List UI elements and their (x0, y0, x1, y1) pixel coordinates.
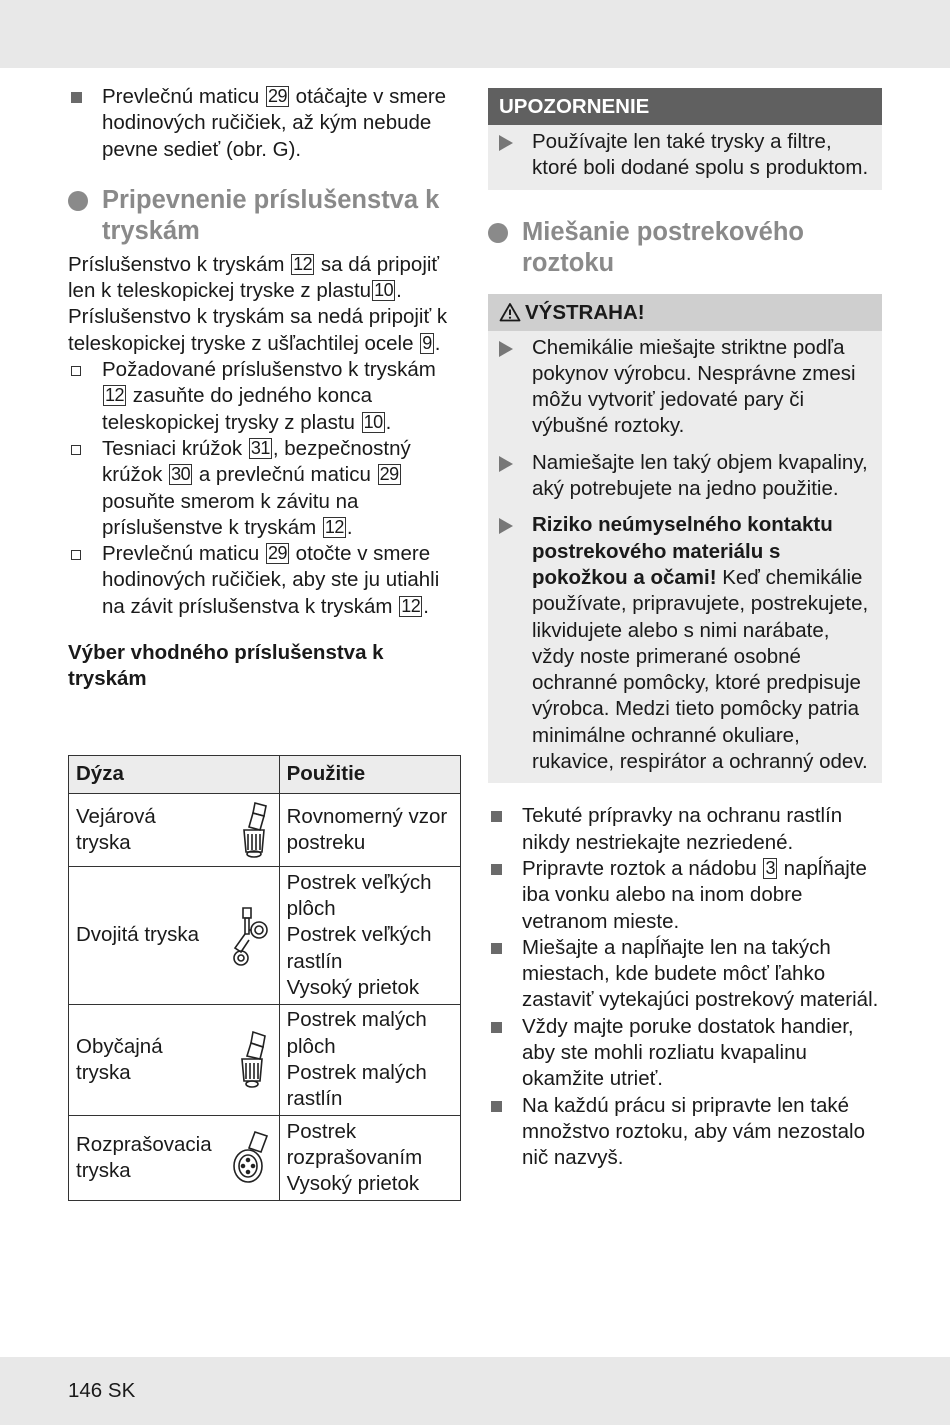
warning-header (488, 294, 882, 331)
bullet-dot-icon (488, 223, 508, 243)
part-ref: 12 (324, 516, 344, 537)
part-ref: 10 (363, 411, 383, 432)
step-item: Tesniaci krúžok 31 , bezpečnostný krúžok 30 a prevlečnú maticu 29 posuňte smerom k závitu na príslušenstve k tryskám 12 . (68, 436, 463, 541)
part-ref: 10 (374, 280, 394, 301)
column-header: Dýza (69, 756, 280, 794)
section-heading-attachment: Pripevnenie príslušenstva k tryskám (68, 185, 463, 247)
table-title: Výber vhodného príslušenstva k tryskám (68, 641, 384, 691)
usage-cell: Rovnomerný vzor postreku (279, 794, 460, 867)
part-ref: 29 (267, 86, 287, 106)
warning-triangle-icon (499, 302, 521, 322)
triangle-bullet-icon (499, 135, 513, 151)
square-bullet-icon (491, 864, 502, 875)
nozzle-cell: Rozprašovacia tryska (69, 1116, 280, 1201)
usage-cell: Postrek rozprašovaním Vysoký prietok (279, 1116, 460, 1201)
square-bullet-icon (491, 1022, 502, 1033)
nozzle-cell: Dvojitá tryska (69, 867, 280, 1005)
nozzle-cell: Vejárová tryska (69, 794, 280, 867)
list-item: Tekuté prípravky na ochranu rastlín nikdy nestriekajte nezriedené. (488, 803, 882, 856)
checkbox-bullet-icon (71, 550, 81, 560)
warning-body (488, 331, 882, 784)
part-ref: 3 (765, 857, 775, 878)
nozzle-table (68, 755, 461, 1201)
left-column (68, 84, 463, 693)
table-row (69, 794, 461, 867)
part-ref: 12 (293, 253, 313, 274)
part-ref: 29 (267, 543, 287, 564)
nozzle-cell: Obyčajná tryska (69, 1005, 280, 1116)
note-title: UPOZORNENIE (488, 88, 882, 125)
warning-item: Chemikálie miešajte striktne podľa pokynov výrobcu. Nesprávne zmesi môžu vytvoriť jedovaté pary či výbušné roztoky. (499, 335, 874, 440)
footer-band (0, 1357, 950, 1425)
double-nozzle-icon (231, 904, 271, 968)
table-row (69, 1116, 461, 1201)
warning-title: VÝSTRAHA! (525, 300, 645, 324)
checkbox-bullet-icon (71, 366, 81, 376)
usage-cell: Postrek malých plôch Postrek malých rastlín (279, 1005, 460, 1116)
text: otáčajte v smere hodinových ručičiek, až kým nebude pevne sedieť (obr. G). (102, 85, 447, 161)
intro-bullet (68, 84, 463, 163)
part-ref: 12 (401, 595, 421, 616)
step-item: Požadované príslušenstvo k tryskám 12 zasuňte do jedného konca teleskopickej trysky z plastu 10 . (68, 357, 463, 436)
table-row (69, 1005, 461, 1116)
note-item: Používajte len také trysky a filtre, ktoré boli dodané spolu s produktom. (499, 129, 874, 182)
attachment-paragraph: Príslušenstvo k tryskám 12 sa dá pripojiť len k teleskopickej tryske z plastu 10 . Príslušenstvo k tryskám sa nedá pripojiť k teleskopickej tryske z ušľachtilej ocele 9 . (68, 252, 448, 355)
fan-nozzle-icon (235, 800, 271, 860)
right-column (488, 88, 882, 1172)
spray-nozzle-icon (231, 1128, 271, 1188)
section-heading-mixing: Miešanie postrekového roztoku (488, 217, 882, 279)
triangle-bullet-icon (499, 341, 513, 357)
part-ref: 29 (379, 464, 399, 485)
triangle-bullet-icon (499, 456, 513, 472)
square-bullet-icon (491, 811, 502, 822)
top-band (0, 0, 950, 68)
text: Prevlečnú maticu (102, 85, 260, 108)
note-box (488, 88, 882, 190)
list-item: Vždy majte poruke dostatok handier, aby ste mohli rozliatu kvapalinu okamžite utrieť. (488, 1014, 882, 1093)
usage-cell: Postrek veľkých plôch Postrek veľkých rastlín Vysoký prietok (279, 867, 460, 1005)
warning-item: Riziko neúmyselného kontaktu postrekového materiálu s pokožkou a očami! Keď chemikálie používate, pripravujete, postrekujete, likvidujete alebo s nimi narábate, vždy noste primerané osobné ochranné pomôcky, ktoré predpisuje výrobca. Medzi tieto pomôcky patria minimálne ochranné okuliare, rukavice, respirátor a ochranný odev. (499, 512, 874, 775)
table-row (69, 867, 461, 1005)
part-ref: 31 (250, 437, 270, 458)
part-ref: 12 (105, 385, 125, 406)
part-ref: 9 (422, 332, 432, 353)
square-bullet-icon (491, 1101, 502, 1112)
warning-box (488, 294, 882, 784)
square-bullet-icon (491, 943, 502, 954)
triangle-bullet-icon (499, 518, 513, 534)
list-item: Na každú prácu si pripravte len také množstvo roztoku, aby vám nezostalo nič nazvyš. (488, 1093, 882, 1172)
step-item: Prevlečnú maticu 29 otočte v smere hodinových ručičiek, aby ste ju utiahli na závit príslušenstva k tryskám 12 . (68, 541, 463, 620)
bullet-dot-icon (68, 191, 88, 211)
checkbox-bullet-icon (71, 445, 81, 455)
column-header: Použitie (279, 756, 460, 794)
list-item: Pripravte roztok a nádobu 3 napĺňajte iba vonku alebo na inom dobre vetranom mieste. (488, 856, 882, 935)
square-bullet-icon (71, 92, 82, 103)
page-number: 146 SK (68, 1379, 136, 1402)
list-item: Miešajte a napĺňajte len na takých miestach, kde budete môcť ľahko zastaviť vytekajúci postrekový materiál. (488, 935, 882, 1014)
part-ref: 30 (171, 464, 191, 485)
table-header-row (69, 756, 461, 794)
note-body (488, 125, 882, 190)
mixing-bullets (488, 803, 882, 1171)
warning-item: Namiešajte len taký objem kvapaliny, aký potrebujete na jedno použitie. (499, 450, 874, 503)
standard-nozzle-icon (233, 1029, 271, 1091)
